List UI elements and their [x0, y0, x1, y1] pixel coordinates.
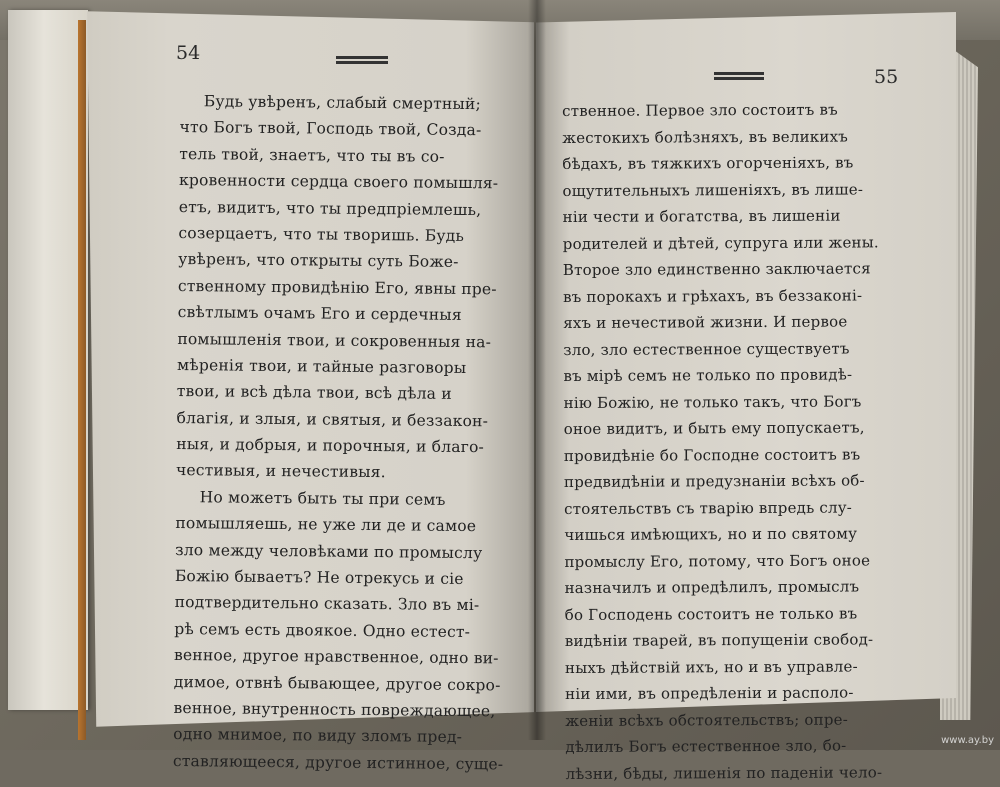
text-line: нію Божію, не только такъ, что Богъ	[563, 391, 862, 412]
text-line: Божію бываетъ? Не отрекусь и сіе	[174, 567, 464, 589]
text-line: ственному провидѣнію Его, явны пре-	[177, 276, 497, 299]
cover-edge	[78, 20, 86, 740]
text-line: венное, внутренность повреждающее,	[173, 698, 496, 721]
text-line: чишься имѣющихъ, но и по святому	[564, 524, 858, 544]
text-line: ніи ими, въ опредѣленіи и располо-	[565, 683, 854, 703]
text-line: подтвердительно сказать. Зло въ мі-	[174, 593, 480, 615]
text-line: созерцаетъ, что ты творишь. Будь	[178, 223, 465, 245]
text-line: свѣтлымъ очамъ Его и сердечныя	[177, 303, 462, 325]
book-spine	[528, 0, 546, 740]
text-line: видѣніи тварей, въ попущеніи свобод-	[564, 630, 874, 650]
text-line: въ порокахъ и грѣхахъ, въ беззаконі-	[562, 285, 863, 306]
text-line: что Богъ твой, Господь твой, Созда-	[179, 118, 482, 140]
text-line: бѣдахъ, въ тяжкихъ огорченіяхъ, въ	[562, 153, 854, 173]
text-line: ніи чести и богатства, въ лишеніи	[562, 206, 841, 226]
text-line: назначилъ и опредѣлилъ, промыслъ	[564, 577, 860, 597]
text-line: честивыя, и нечестивыя.	[175, 461, 386, 482]
text-line: лѣзни, бѣды, лишенія по паденіи чело-	[565, 762, 883, 783]
text-line: ныя, и добрыя, и порочныя, и благо-	[176, 435, 485, 457]
text-line: родителей и дѣтей, супруга или жены.	[562, 232, 879, 253]
text-line: зло между человѣками по промыслу	[175, 540, 483, 562]
right-page-text	[562, 96, 896, 787]
watermark: www.ay.by	[941, 735, 994, 746]
text-line: мѣренія твои, и тайные разговоры	[177, 355, 467, 377]
text-line: етъ, видитъ, что ты предпріемлешь,	[178, 197, 482, 219]
book-cover	[8, 10, 88, 710]
text-line: дѣлилъ Богъ естественное зло, бо-	[565, 736, 847, 756]
text-line: стоятельствъ съ тварію впредь слу-	[564, 497, 853, 518]
text-line: благія, и злыя, и святыя, и беззакон-	[176, 408, 489, 430]
text-line: ственное. Первое зло состоитъ въ	[562, 100, 838, 120]
text-line: димое, отвнѣ бывающее, другое сокро-	[173, 672, 501, 694]
text-line: Второе зло единственно заключается	[562, 259, 871, 279]
text-line: помышляешь, не уже ли де и самое	[175, 514, 477, 536]
right-header-rule	[714, 72, 764, 80]
left-page-text	[173, 88, 520, 778]
text-line: рѣ семъ есть двоякое. Одно естест-	[174, 619, 471, 641]
text-line: увѣренъ, что открыты суть Боже-	[178, 250, 459, 272]
text-line: зло, зло естественное существуетъ	[563, 338, 850, 359]
text-line: жестокихъ болѣзняхъ, въ великихъ	[562, 127, 848, 147]
text-line: ощутительныхъ лишеніяхъ, въ лише-	[562, 179, 864, 200]
text-line: тель твой, знаетъ, что ты въ со-	[179, 144, 445, 166]
text-line: твои, и всѣ дѣла твои, всѣ дѣла и	[176, 382, 452, 404]
text-line: женіи всѣхъ обстоятельствъ; опре-	[565, 710, 849, 730]
left-page-number: 54	[176, 42, 201, 64]
text-line: ставляющееся, другое истинное, суще-	[172, 751, 504, 774]
left-header-rule	[336, 56, 388, 64]
text-line: промыслу Его, потому, что Богъ оное	[564, 550, 871, 571]
text-line: въ мірѣ семъ не только по провидѣ-	[563, 365, 853, 385]
text-line: оное видитъ, и быть ему попускаетъ,	[563, 418, 865, 438]
text-line: предвидѣніи и предузнаніи всѣхъ об-	[563, 471, 865, 491]
text-line: одно мнимое, по виду зломъ пред-	[173, 725, 463, 747]
text-line: ныхъ дѣйствій ихъ, но и въ управле-	[564, 656, 858, 677]
text-line: провидѣніе бо Господне состоитъ въ	[563, 444, 861, 465]
text-line: яхъ и нечестивой жизни. И первое	[563, 312, 848, 332]
text-line: Но можетъ быть ты при семъ	[199, 488, 446, 509]
text-line: помышленія твои, и сокровенныя на-	[177, 329, 492, 351]
text-line: бо Господень состоитъ не только въ	[564, 603, 858, 624]
text-line: кровенности сердца своего помышля-	[178, 171, 499, 193]
text-line: венное, другое нравственное, одно ви-	[173, 646, 499, 668]
text-line: Будь увѣренъ, слабый смертный;	[203, 92, 482, 114]
right-page-number: 55	[874, 66, 899, 88]
